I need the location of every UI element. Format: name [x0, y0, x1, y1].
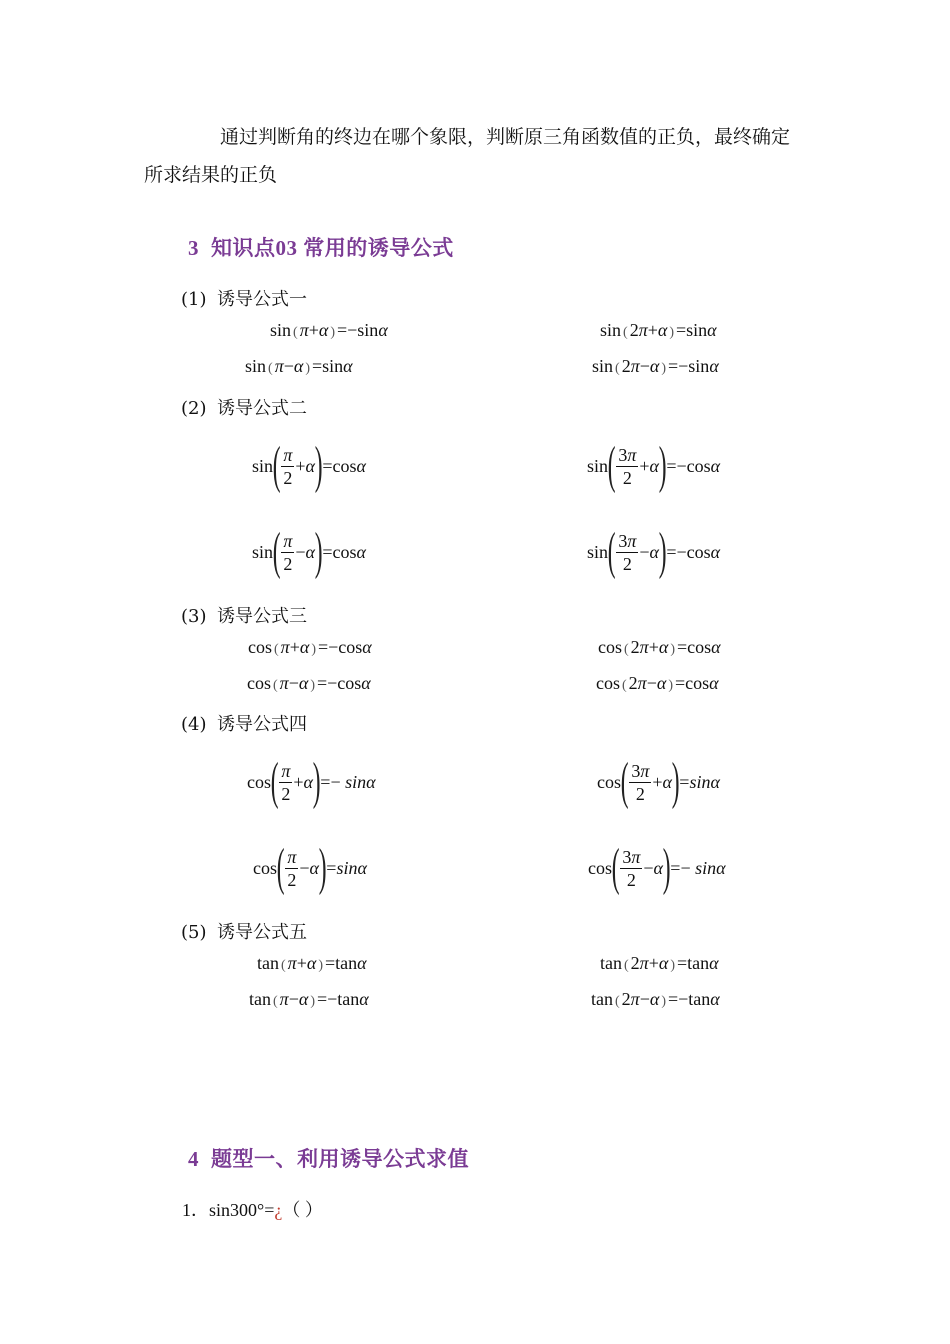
formula-5b: tan ( 2π+α ) =tanα: [600, 953, 719, 973]
formula-5a: tan ( π+α ) =tanα: [257, 953, 367, 973]
intro-line-2: 所求结果的正负: [144, 164, 278, 186]
group-5-label: (5) 诱导公式五: [181, 922, 307, 943]
section-4-heading: [188, 1143, 469, 1173]
formula-3d: cos ( 2π−α ) =cosα: [596, 673, 719, 693]
formula-2d: sin ( $\frac{3\pi}{2}$ − α ) =−cos α: [587, 523, 721, 580]
formula-4c: cos ( $\frac{\pi}{2}$ − α ) = sinα: [253, 839, 367, 896]
formula-3c: cos ( π−α ) =−cosα: [247, 673, 371, 693]
section-4-number: 4: [188, 1147, 199, 1171]
formula-4b: cos ( $\frac{3\pi}{2}$ + α ) = sinα: [597, 753, 720, 810]
group-2-label: (2) 诱导公式二: [181, 398, 307, 419]
formula-2b: sin ( $\frac{3\pi}{2}$ + α ) =−cos α: [587, 437, 721, 494]
formula-5d: tan ( 2π−α ) =−tanα: [591, 989, 720, 1009]
formula-4a: cos ( $\frac{\pi}{2}$ + α ) =− sinα: [247, 753, 376, 810]
section-4-title: 题型一、利用诱导公式求值: [211, 1147, 469, 1171]
formula-1b: sin ( 2π+α ) =sinα: [600, 320, 717, 340]
section-3-heading: [188, 232, 454, 262]
formula-4d: cos ( $\frac{3\pi}{2}$ − α ) =− sinα: [588, 839, 726, 896]
question-1-number: 1．: [182, 1200, 209, 1220]
formula-3b: cos ( 2π+α ) =cosα: [598, 637, 721, 657]
formula-2a: sin ( $\frac{\pi}{2}$ + α ) =cos α: [252, 437, 366, 494]
formula-1a: sin ( π+α ) =−sinα: [270, 320, 388, 340]
formula-3a: cos ( π+α ) =−cosα: [248, 637, 372, 657]
question-1-blank: （ ）: [282, 1200, 323, 1220]
formula-1c: sin ( π−α ) =sinα: [245, 356, 353, 376]
question-1-expr: sin300°=: [209, 1200, 275, 1220]
formula-2c: sin ( $\frac{\pi}{2}$ − α ) =cos α: [252, 523, 366, 580]
group-1-label: (1) 诱导公式一: [181, 289, 307, 310]
question-1: [182, 1196, 323, 1222]
formula-1d: sin ( 2π−α ) =−sinα: [592, 356, 719, 376]
group-3-label: (3) 诱导公式三: [181, 606, 307, 627]
formula-5c: tan ( π−α ) =−tanα: [249, 989, 369, 1009]
section-3-number: 3: [188, 236, 199, 260]
question-1-glyph: ¿: [274, 1200, 283, 1220]
group-4-label: (4) 诱导公式四: [181, 714, 307, 735]
section-3-title: 知识点03 常用的诱导公式: [211, 236, 454, 260]
intro-line-1: 通过判断角的终边在哪个象限，判断原三角函数值的正负，最终确定: [220, 126, 791, 148]
